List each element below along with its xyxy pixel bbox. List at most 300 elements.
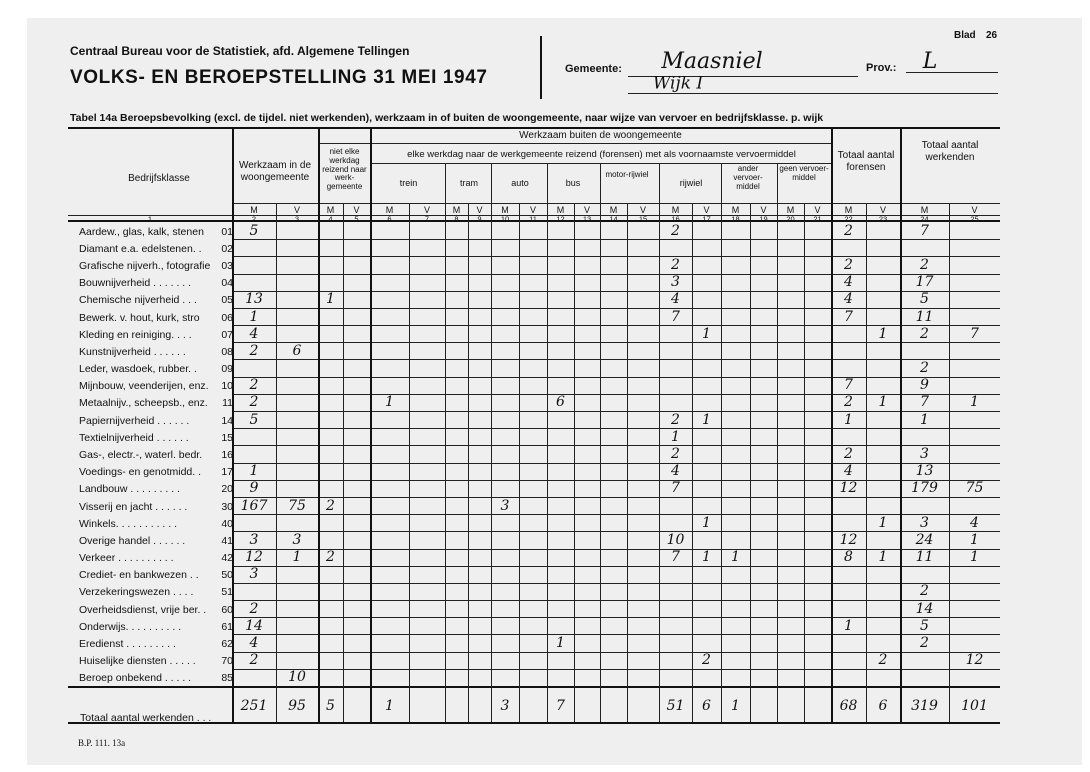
cell-value: 2	[671, 411, 680, 428]
header-line-mv	[232, 203, 1000, 204]
column-number: 13	[582, 214, 592, 224]
column-line	[574, 203, 575, 722]
cell-value: 5	[920, 291, 929, 308]
cell-value: 75	[965, 480, 984, 497]
row-label-text: Onderwijs. . . . . . . . . .	[79, 620, 182, 633]
cell-value: 7	[671, 308, 680, 325]
column-number: 10	[500, 214, 510, 224]
cell-value: 4	[844, 274, 853, 291]
totals-separator	[68, 686, 1000, 688]
cell-value: 167	[240, 497, 268, 514]
row-code: 10	[221, 380, 233, 392]
row-label-text: Bewerk. v. hout, kurk, stro	[79, 311, 200, 324]
header-bedrijfsklasse: Bedrijfsklasse	[128, 173, 190, 184]
cell-value: 1	[326, 291, 335, 308]
cell-value: 4	[671, 463, 680, 480]
row-label-text: Eredienst . . . . . . . . .	[79, 637, 176, 650]
bureau-name: Centraal Bureau voor de Statistiek, afd. Algemene Tellingen	[70, 44, 410, 58]
column-line	[370, 127, 372, 722]
cell-value: 2	[844, 256, 853, 273]
cell-value: 179	[911, 480, 938, 497]
mv-subheader: V	[879, 205, 887, 215]
total-value: 1	[385, 698, 394, 714]
row-separator	[232, 256, 1000, 257]
totaal-label: Totaal aantal werkenden . . .	[80, 712, 212, 724]
row-label	[79, 278, 233, 289]
cell-value: 2	[920, 256, 929, 273]
header-buiten: Werkzaam buiten de woongemeente	[519, 130, 682, 141]
column-number: 14	[609, 214, 618, 224]
header-elke-werkdag: elke werkdag naar de werkgemeente reizend (forensen) met als voornaamste vervoermiddel	[407, 149, 796, 160]
total-value: 95	[288, 698, 306, 714]
row-label	[79, 312, 233, 323]
cell-value: 2	[920, 635, 929, 652]
cell-value: 9	[249, 480, 259, 497]
row-label	[79, 673, 233, 684]
mv-subheader: V	[353, 205, 360, 215]
total-value: 319	[911, 698, 938, 714]
form-title: VOLKS- EN BEROEPSTELLING 31 MEI 1947	[70, 67, 488, 88]
column-line	[750, 203, 751, 722]
row-code: 14	[221, 414, 233, 427]
row-label	[79, 295, 233, 306]
column-line	[276, 203, 277, 722]
gemeente-label: Gemeente:	[565, 63, 622, 75]
row-label-text: Kleding en reiniging. . . .	[79, 328, 192, 341]
mv-subheader: V	[293, 205, 301, 215]
cell-value: 12	[245, 549, 263, 566]
row-label-text: Voedings- en genotmidd. .	[79, 465, 202, 478]
mv-subheader: V	[971, 205, 978, 215]
cell-value: 4	[844, 291, 853, 308]
mv-subheader: M	[844, 205, 853, 215]
total-value: 5	[326, 698, 335, 714]
cell-value: 2	[920, 360, 929, 377]
row-label-text: Textielnijverheid . . . . . .	[79, 431, 189, 444]
row-label-text: Verzekeringswezen . . . .	[79, 586, 194, 599]
row-label	[79, 639, 233, 650]
row-code: 08	[221, 345, 233, 358]
header-niet-elke-werkdag: niet elke werkdag reizend naar werk-gemeente	[322, 147, 367, 192]
row-separator	[232, 617, 1000, 618]
cell-value: 14	[245, 617, 263, 634]
row-label-text: Aardew., glas, kalk, stenen	[79, 225, 204, 238]
column-line	[409, 203, 410, 722]
column-number: 11	[529, 214, 537, 224]
row-code: 30	[221, 500, 233, 513]
header-motorrijwiel: motor-rijwiel	[605, 170, 649, 179]
row-separator	[232, 600, 1000, 601]
mv-subheader: M	[501, 205, 509, 215]
column-line	[866, 203, 867, 722]
mv-subheader: V	[476, 205, 483, 215]
blad-number: 26	[986, 30, 998, 41]
row-code: 01	[221, 225, 233, 238]
cell-value: 2	[671, 256, 680, 273]
cell-value: 10	[288, 669, 306, 686]
cell-value: 2	[249, 394, 259, 411]
cell-value: 8	[844, 549, 853, 566]
cell-value: 1	[731, 549, 740, 566]
column-line	[547, 163, 548, 722]
row-label	[79, 604, 233, 615]
mv-subheader: M	[731, 205, 740, 215]
column-number: 16	[671, 214, 680, 224]
mv-subheader: M	[385, 205, 394, 215]
column-line	[949, 203, 950, 722]
header-totaal-forensen: Totaal aantal forensen	[837, 150, 895, 173]
row-label	[79, 364, 233, 375]
table-top-border	[68, 127, 1000, 129]
mv-subheader: V	[583, 205, 591, 215]
cell-value: 2	[844, 446, 853, 462]
column-number: 12	[556, 214, 565, 224]
row-separator	[232, 634, 1000, 635]
column-number: 9	[477, 214, 482, 224]
cell-value: 2	[326, 549, 335, 566]
cell-value: 1	[249, 463, 259, 480]
cell-value: 1	[702, 325, 711, 342]
mv-subheader: M	[326, 205, 335, 215]
cell-value: 10	[666, 531, 685, 548]
column-number: 17	[702, 214, 711, 224]
total-value: 68	[839, 698, 858, 714]
cell-value: 5	[249, 222, 259, 239]
cell-value: 12	[839, 480, 858, 497]
cell-value: 1	[702, 411, 711, 428]
cell-value: 4	[844, 463, 853, 480]
row-label	[79, 553, 233, 564]
row-code: 09	[221, 362, 233, 375]
row-label-text: Overige handel . . . . . .	[79, 534, 186, 547]
mv-subheader: M	[452, 205, 461, 215]
row-label	[79, 622, 233, 633]
column-number: 15	[638, 214, 648, 224]
cell-value: 1	[249, 308, 259, 325]
row-label-text: Overheidsdienst, vrije ber. .	[79, 603, 207, 616]
cell-value: 7	[844, 308, 853, 325]
row-label-text: Chemische nijverheid . . .	[79, 294, 197, 307]
row-code: 16	[221, 448, 233, 461]
cell-value: 7	[920, 394, 929, 411]
cell-value: 3	[500, 497, 510, 514]
cell-value: 24	[915, 531, 934, 548]
column-number: 20	[786, 214, 795, 224]
column-number: 24	[920, 214, 929, 224]
row-code: 04	[221, 276, 233, 289]
row-label	[79, 501, 233, 512]
column-number: 3	[294, 214, 300, 224]
cell-value: 1	[702, 549, 711, 566]
cell-value: 2	[671, 222, 680, 239]
total-value: 51	[666, 698, 685, 714]
total-value: 3	[500, 698, 510, 714]
cell-value: 2	[249, 377, 259, 394]
cell-value: 2	[844, 394, 853, 411]
column-line	[445, 163, 446, 722]
row-separator	[232, 359, 1000, 360]
row-separator	[232, 480, 1000, 481]
row-label	[79, 570, 233, 581]
row-code: 20	[221, 483, 233, 496]
row-label-text: Metaalnijv., scheepsb., enz.	[79, 397, 208, 410]
row-code: 41	[221, 534, 233, 547]
row-code: 42	[221, 551, 233, 564]
cell-value: 4	[249, 325, 259, 342]
prov-value: L	[922, 49, 938, 74]
wijk-value: Wijk I	[652, 73, 704, 94]
column-line	[468, 203, 469, 722]
prov-label: Prov.:	[866, 62, 897, 74]
column-number: 22	[844, 214, 853, 224]
cell-value: 7	[671, 480, 680, 497]
row-label	[79, 398, 233, 409]
row-separator	[232, 342, 1000, 343]
row-separator	[232, 308, 1000, 309]
row-label-text: Diamant e.a. edelstenen. .	[79, 242, 202, 255]
column-line	[600, 163, 601, 722]
header-auto: auto	[511, 178, 529, 188]
cell-value: 7	[671, 549, 680, 566]
row-separator	[232, 669, 1000, 670]
row-label-text: Beroep onbekend . . . . .	[79, 672, 192, 685]
total-value: 7	[556, 698, 565, 714]
row-code: 40	[221, 517, 233, 530]
cell-value: 2	[878, 652, 888, 669]
cell-value: 2	[671, 446, 680, 462]
mv-subheader: V	[529, 205, 537, 215]
row-label	[79, 415, 233, 426]
row-code: 70	[221, 654, 233, 667]
cell-value: 4	[249, 635, 259, 652]
column-line	[491, 163, 492, 722]
cell-value: 1	[671, 428, 680, 445]
header-totaal-werkenden: Totaal aantal werkenden	[921, 140, 979, 163]
cell-value: 1	[385, 394, 394, 411]
cell-value: 2	[249, 600, 259, 617]
cell-value: 2	[249, 342, 259, 359]
column-number: 6	[387, 214, 392, 224]
cell-value: 1	[878, 394, 888, 411]
mv-subheader: V	[423, 205, 431, 215]
row-label-text: Bouwnijverheid . . . . . . .	[79, 276, 192, 289]
column-line	[831, 127, 833, 722]
column-number: 4	[328, 214, 333, 224]
cell-value: 2	[920, 325, 929, 342]
cell-value: 3	[249, 566, 259, 583]
mv-subheader: V	[703, 205, 710, 215]
cell-value: 1	[844, 617, 853, 634]
cell-value: 7	[920, 222, 929, 239]
mv-subheader: M	[556, 205, 565, 215]
row-label	[79, 433, 233, 444]
header-rijwiel: rijwiel	[679, 178, 703, 188]
cell-value: 1	[878, 325, 888, 342]
row-label	[79, 329, 233, 340]
cell-value: 1	[878, 549, 888, 566]
total-value: 6	[878, 698, 888, 714]
prov-underline	[906, 72, 998, 73]
cell-value: 12	[965, 652, 984, 669]
row-code: 05	[221, 294, 233, 307]
cell-value: 5	[249, 411, 259, 428]
row-separator	[232, 411, 1000, 412]
row-label-text: Leder, wasdoek, rubber. .	[79, 362, 197, 375]
column-line	[627, 203, 628, 722]
cell-value: 13	[915, 463, 934, 480]
mv-subheader: V	[639, 205, 647, 215]
row-label	[79, 467, 233, 478]
row-label-text: Visserij en jacht . . . . . .	[79, 500, 188, 513]
cell-value: 17	[915, 274, 934, 291]
column-line	[519, 203, 520, 722]
cell-value: 7	[970, 325, 979, 342]
column-number: 5	[354, 214, 359, 224]
cell-value: 4	[671, 291, 680, 308]
mv-subheader: M	[250, 205, 258, 215]
header-werkzaam-in: Werkzaam in de woongemeente	[238, 160, 312, 183]
cell-value: 6	[556, 394, 565, 411]
row-label-text: Verkeer . . . . . . . . . .	[79, 551, 174, 564]
row-label-text: Huiselijke diensten . . . . .	[79, 654, 196, 667]
mv-subheader: M	[786, 205, 795, 215]
row-label	[79, 484, 233, 495]
column-line	[343, 203, 344, 722]
cell-value: 1	[970, 549, 979, 566]
row-label	[79, 244, 233, 255]
header-line-buiten	[318, 143, 831, 144]
gemeente-value: Maasniel	[661, 49, 763, 74]
row-separator	[232, 583, 1000, 584]
row-code: 11	[222, 397, 233, 410]
mv-subheader: V	[814, 205, 821, 215]
column-line	[900, 127, 902, 722]
cell-value: 4	[970, 514, 979, 531]
cell-value: 13	[245, 291, 263, 308]
cell-value: 9	[920, 377, 929, 394]
column-number: 19	[759, 214, 768, 224]
column-number: 18	[731, 214, 740, 224]
total-value: 1	[731, 698, 740, 714]
cell-value: 3	[292, 531, 302, 548]
row-label-text: Papiernijverheid . . . . . .	[79, 414, 190, 427]
cell-value: 11	[915, 308, 934, 325]
row-separator	[232, 377, 1000, 378]
row-separator	[232, 274, 1000, 275]
row-code: 17	[221, 465, 233, 478]
row-label-text: Winkels. . . . . . . . . . .	[79, 517, 178, 530]
cell-value: 5	[920, 617, 929, 634]
cell-value: 75	[288, 497, 306, 514]
cell-value: 3	[920, 446, 929, 462]
total-value: 101	[961, 698, 988, 714]
cell-value: 1	[702, 514, 711, 531]
row-label-text: Grafische nijverh., fotografie	[79, 259, 211, 272]
cell-value: 12	[839, 531, 858, 548]
mv-subheader: M	[609, 205, 618, 215]
row-separator	[232, 566, 1000, 567]
cell-value: 1	[844, 411, 853, 428]
header-geen-vervoermiddel: geen vervoer-middel	[779, 164, 829, 182]
row-separator	[232, 531, 1000, 532]
cell-value: 7	[844, 377, 853, 394]
row-label-text: Crediet- en bankwezen . .	[79, 569, 199, 582]
column-number: 21	[813, 214, 822, 224]
row-separator	[232, 463, 1000, 464]
column-line	[804, 203, 805, 722]
column-line	[318, 127, 320, 722]
row-code: 62	[221, 637, 233, 650]
header-ander-vervoermiddel: ander vervoer-middel	[733, 164, 763, 191]
row-label	[79, 518, 233, 529]
column-number: 2	[251, 214, 257, 224]
row-label-text: Mijnbouw, veenderijen, enz.	[79, 380, 209, 392]
cell-value: 3	[920, 514, 929, 531]
row-separator	[232, 291, 1000, 292]
row-label-text: Kunstnijverheid . . . . . .	[79, 345, 186, 358]
cell-value: 2	[920, 583, 929, 600]
column-number: 1	[147, 214, 153, 224]
row-code: 61	[221, 620, 233, 633]
mv-subheader: M	[920, 205, 929, 215]
cell-value: 2	[702, 652, 711, 669]
row-code: 60	[221, 603, 233, 616]
row-code: 51	[221, 586, 233, 599]
blad-label: Blad	[954, 30, 976, 41]
cell-value: 2	[844, 222, 853, 239]
mv-subheader: M	[671, 205, 680, 215]
form-code: B.P. 111. 13a	[78, 738, 126, 748]
row-label	[79, 587, 233, 598]
cell-value: 1	[292, 549, 302, 566]
row-separator	[232, 428, 1000, 429]
row-code: 02	[221, 242, 233, 255]
row-code: 06	[221, 311, 233, 324]
header-trein: trein	[399, 178, 418, 188]
row-separator	[232, 497, 1000, 498]
row-label	[79, 261, 233, 272]
cell-value: 3	[249, 531, 259, 548]
row-code: 03	[221, 259, 233, 272]
cell-value: 1	[970, 394, 979, 411]
row-label	[79, 656, 233, 667]
column-number: 23	[878, 214, 888, 224]
column-number: 8	[454, 214, 459, 224]
row-separator	[232, 445, 1000, 446]
cell-value: 14	[915, 600, 934, 617]
header-bus: bus	[565, 178, 581, 188]
cell-value: 2	[249, 652, 259, 669]
row-label	[79, 226, 233, 237]
cell-value: 2	[326, 497, 335, 514]
total-value: 251	[240, 698, 268, 714]
cell-value: 11	[915, 549, 934, 566]
header-divider	[540, 36, 542, 99]
row-code: 85	[221, 672, 233, 685]
row-code: 50	[221, 569, 233, 582]
column-line	[659, 163, 660, 722]
cell-value: 6	[292, 342, 302, 359]
row-label	[79, 347, 233, 358]
cell-value: 1	[970, 531, 979, 548]
column-number: 7	[424, 214, 430, 224]
row-code: 15	[221, 431, 233, 444]
row-label-text: Landbouw . . . . . . . . .	[79, 483, 180, 496]
total-value: 6	[702, 698, 711, 714]
row-label	[79, 381, 233, 392]
table-title: Tabel 14a Beroepsbevolking (excl. de tijdel. niet werkenden), werkzaam in of buiten de woongemeente, naar wijze van vervoer en bedrijfsklasse. p. wijk	[70, 112, 824, 124]
row-label	[79, 536, 233, 547]
